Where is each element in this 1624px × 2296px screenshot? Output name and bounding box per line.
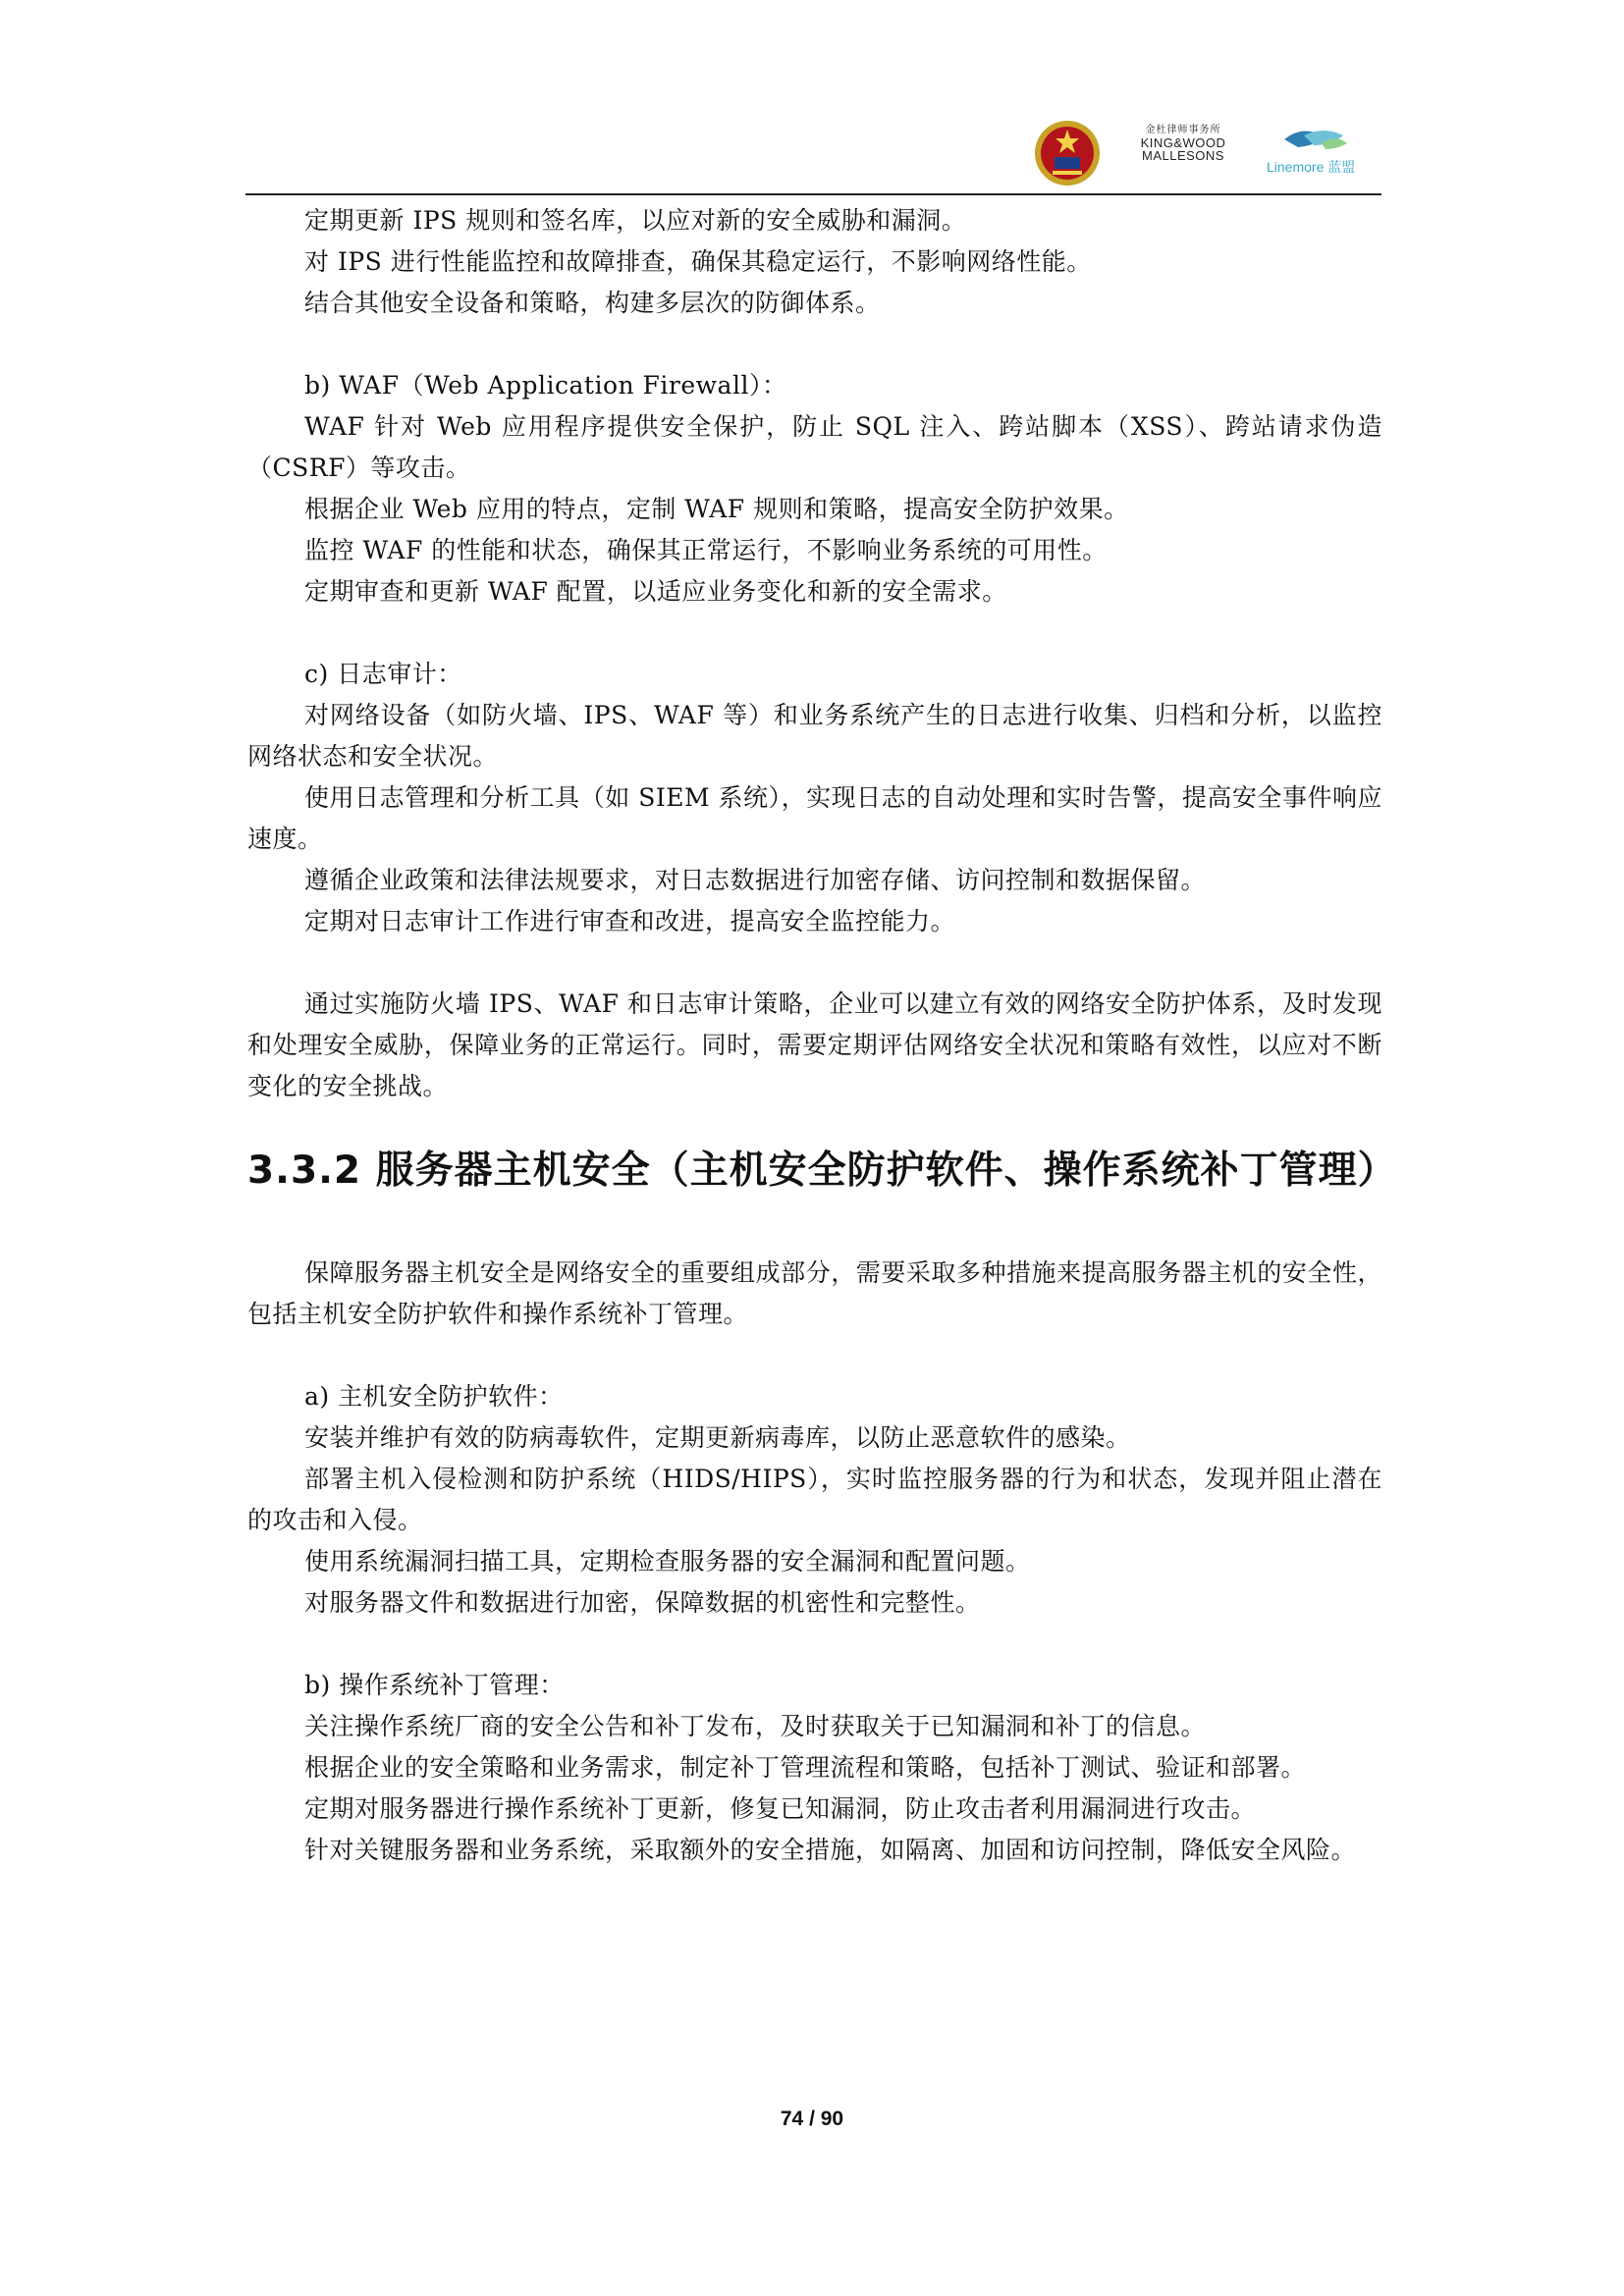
- body-paragraph: 安装并维护有效的防病毒软件，定期更新病毒库，以防止恶意软件的感染。: [304, 1423, 1131, 1452]
- kwm-logo-en-line2: MALLESONS: [1142, 148, 1224, 164]
- body-paragraph: a) 主机安全防护软件：: [304, 1382, 564, 1411]
- body-paragraph: 使用系统漏洞扫描工具，定期检查服务器的安全漏洞和配置问题。: [304, 1547, 1031, 1575]
- body-paragraph: 通过实施防火墙 IPS、WAF 和日志审计策略，企业可以建立有效的网络安全防护体系，及时发现和处理安全威胁，保障业务的正常运行。同时，需要定期评估网络安全状况和策略有效性，以应对不断变化的安全挑战。: [247, 989, 1382, 1100]
- header-divider: [245, 193, 1381, 195]
- body-paragraph: 监控 WAF 的性能和状态，确保其正常运行，不影响业务系统的可用性。: [304, 536, 1108, 564]
- page-content: [247, 200, 1397, 1871]
- section-heading: 3.3.2 服务器主机安全（主机安全防护软件、操作系统补丁管理）: [247, 1148, 1397, 1193]
- body-paragraph: 针对关键服务器和业务系统，采取额外的安全措施，如隔离、加固和访问控制，降低安全风险。: [304, 1836, 1357, 1864]
- page-number: 74 / 90: [780, 2108, 844, 2130]
- body-paragraph: c) 日志审计：: [304, 660, 462, 688]
- body-paragraph: 结合其他安全设备和策略，构建多层次的防御体系。: [304, 289, 881, 317]
- kwm-logo: [1129, 126, 1237, 163]
- body-paragraph: WAF 针对 Web 应用程序提供安全保护，防止 SQL 注入、跨站脚本（XSS）、跨站请求伪造（CSRF）等攻击。: [247, 412, 1382, 482]
- paragraph-gap: [247, 324, 1382, 365]
- body-paragraph: 定期对日志审计工作进行审查和改进，提高安全监控能力。: [304, 907, 956, 935]
- kwm-logo-en-line1: KING&WOOD: [1140, 134, 1226, 150]
- body-paragraph: 保障服务器主机安全是网络安全的重要组成部分，需要采取多种措施来提高服务器主机的安全性，包括主机安全防护软件和操作系统补丁管理。: [247, 1258, 1382, 1328]
- body-paragraph: 定期对服务器进行操作系统补丁更新，修复已知漏洞，防止攻击者利用漏洞进行攻击。: [304, 1794, 1257, 1823]
- body-paragraph: 关注操作系统厂商的安全公告和补丁发布，及时获取关于已知漏洞和补丁的信息。: [304, 1712, 1207, 1740]
- kwm-logo-cn: 金杜律师事务所: [1145, 125, 1221, 135]
- paragraph-gap: [247, 1624, 1382, 1665]
- body-paragraph: 根据企业的安全策略和业务需求，制定补丁管理流程和策略，包括补丁测试、验证和部署。: [304, 1753, 1307, 1782]
- body-paragraph: 对 IPS 进行性能监控和故障排查，确保其稳定运行，不影响网络性能。: [304, 247, 1092, 276]
- body-paragraph: b) 操作系统补丁管理：: [304, 1671, 565, 1699]
- procuratorate-emblem-icon: [1033, 116, 1102, 190]
- paragraph-gap: [247, 942, 1382, 984]
- body-paragraph: 定期审查和更新 WAF 配置，以适应业务变化和新的安全需求。: [304, 577, 1007, 606]
- body-paragraph: b) WAF（Web Application Firewall）：: [304, 371, 787, 400]
- body-paragraph: 定期更新 IPS 规则和签名库，以应对新的安全威胁和漏洞。: [304, 206, 967, 235]
- body-paragraph: 对服务器文件和数据进行加密，保障数据的机密性和完整性。: [304, 1588, 981, 1617]
- paragraph-gap: [247, 613, 1382, 654]
- paragraph-gap: [247, 1335, 1382, 1376]
- linemore-logo-icon: [1265, 120, 1373, 190]
- linemore-logo-text: Linemore 蓝盟: [1267, 159, 1356, 175]
- page-header: [0, 0, 1624, 196]
- body-paragraph: 遵循企业政策和法律法规要求，对日志数据进行加密存储、访问控制和数据保留。: [304, 866, 1207, 894]
- body-paragraph: 根据企业 Web 应用的特点，定制 WAF 规则和策略，提高安全防护效果。: [304, 495, 1129, 523]
- body-paragraph: 部署主机入侵检测和防护系统（HIDS/HIPS），实时监控服务器的行为和状态，发现并阻止潜在的攻击和入侵。: [247, 1465, 1382, 1534]
- body-paragraph: 对网络设备（如防火墙、IPS、WAF 等）和业务系统产生的日志进行收集、归档和分析，以监控网络状态和安全状况。: [247, 701, 1382, 771]
- body-paragraph: 使用日志管理和分析工具（如 SIEM 系统），实现日志的自动处理和实时告警，提高安全事件响应速度。: [247, 783, 1382, 853]
